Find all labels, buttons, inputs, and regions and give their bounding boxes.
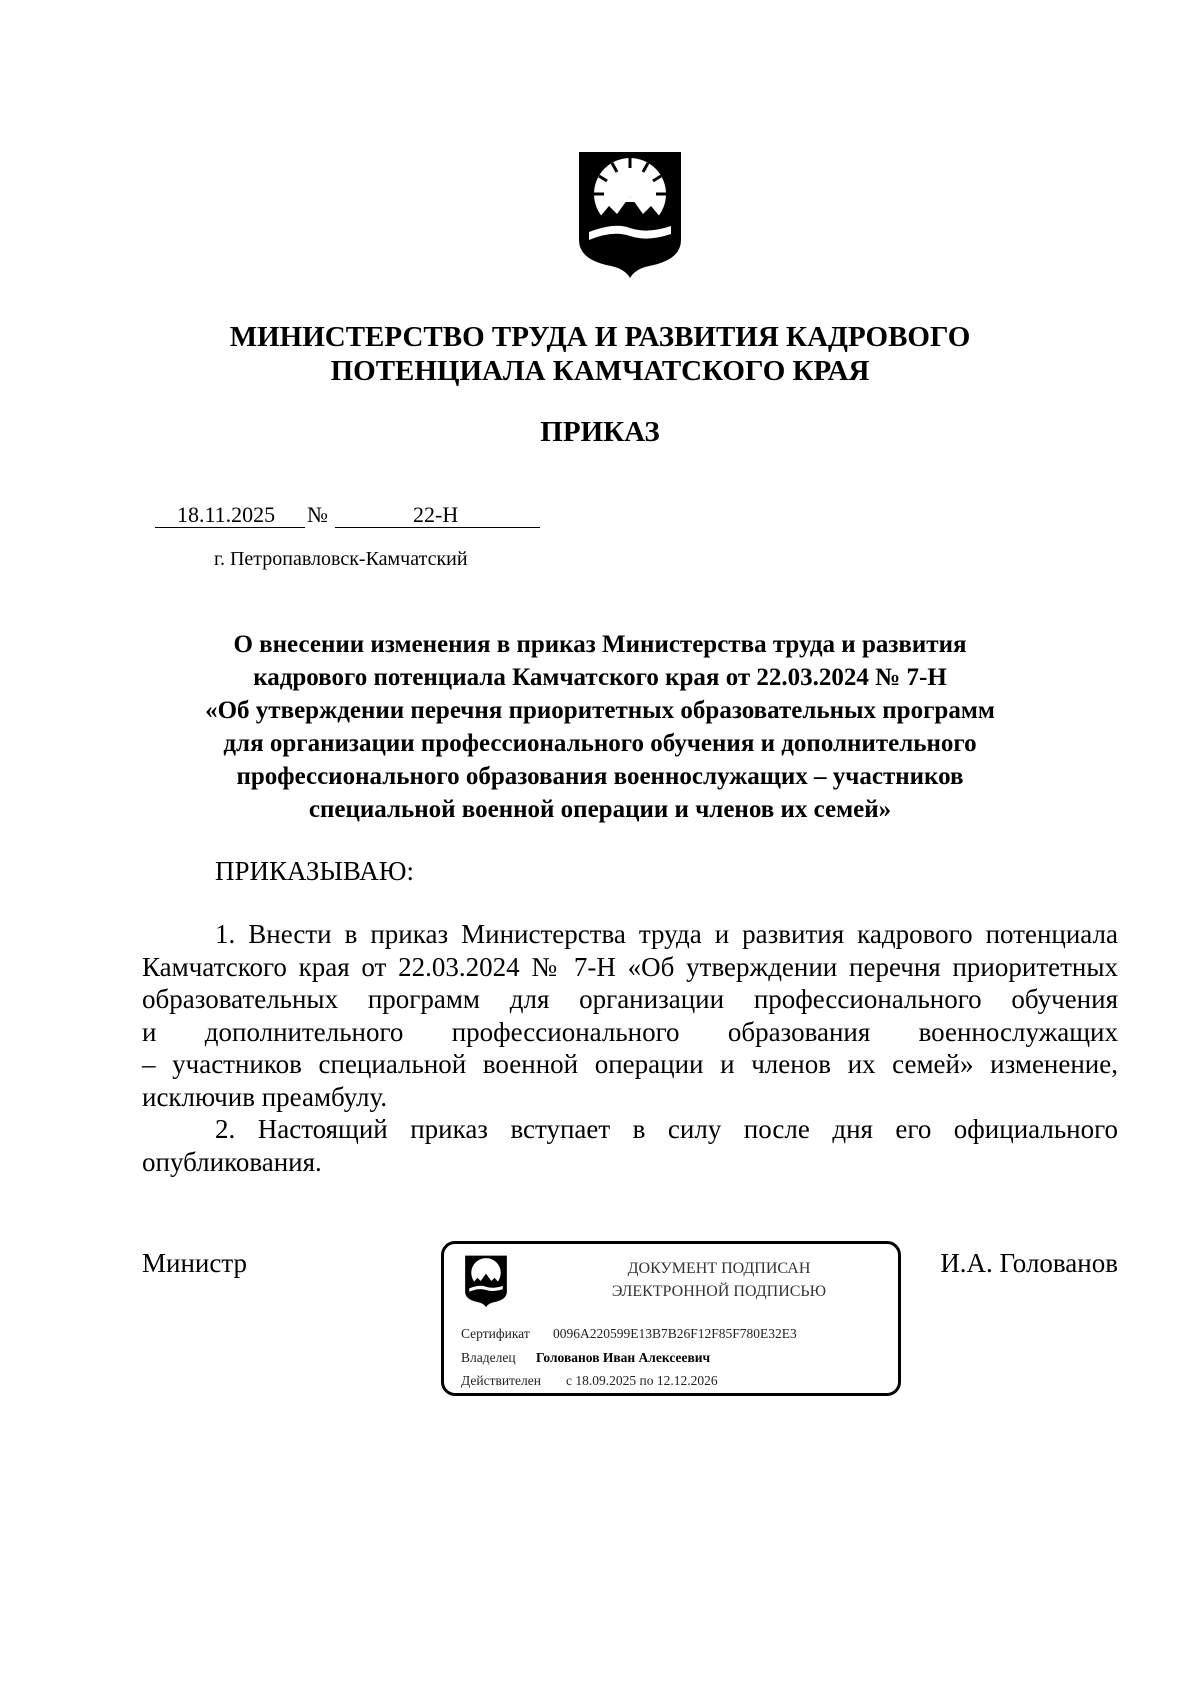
- stamp-title-line2: ЭЛЕКТРОННОЙ ПОДПИСЬЮ: [611, 1283, 827, 1300]
- number-sign: №: [307, 502, 328, 527]
- stamp-title: [554, 1257, 884, 1303]
- electronic-signature-stamp: [441, 1241, 901, 1396]
- stamp-valid-row: [461, 1373, 718, 1389]
- stamp-owner-row: [461, 1350, 711, 1366]
- coat-of-arms-icon: [575, 148, 685, 280]
- paragraph-line: исключив преамбулу.: [142, 1081, 388, 1112]
- paragraph-1: [142, 918, 1118, 1113]
- paragraph-line: Камчатского края от 22.03.2024 № 7-Н «Об утверждении перечня приоритетных: [142, 951, 1118, 982]
- signer-position: Министр: [142, 1248, 247, 1278]
- paragraph-line: и дополнительного профессионального образования военнослужащих: [142, 1016, 1118, 1047]
- city: г. Петропавловск-Камчатский: [214, 548, 468, 570]
- subject-line: профессионального образования военнослужащих – участников: [236, 763, 964, 790]
- subject-line: специальной военной операции и членов их семей»: [308, 796, 892, 823]
- document-subject: [130, 628, 1070, 826]
- subject-line: «Об утверждении перечня приоритетных образовательных программ: [205, 697, 995, 724]
- paragraph-2: [142, 1113, 1118, 1178]
- ministry-name-line1: МИНИСТЕРСТВО ТРУДА И РАЗВИТИЯ КАДРОВОГО: [229, 321, 971, 353]
- date-number-row: [155, 502, 595, 530]
- paragraph-line: опубликования.: [142, 1146, 322, 1177]
- order-word: ПРИКАЗЫВАЮ:: [215, 856, 414, 886]
- valid-label: Действителен: [461, 1373, 541, 1388]
- stamp-certificate-row: [461, 1326, 797, 1342]
- paragraph-line: 1. Внести в приказ Министерства труда и развития кадрового потенциала: [215, 919, 1118, 949]
- subject-line: О внесении изменения в приказ Министерства труда и развития: [233, 631, 967, 658]
- paragraph-line: – участников специальной военной операции и членов их семей» изменение,: [142, 1049, 1118, 1079]
- subject-line: кадрового потенциала Камчатского края от 22.03.2024 № 7-Н: [253, 664, 947, 691]
- paragraph-line: образовательных программ для организации профессионального обучения: [142, 984, 1118, 1014]
- subject-line: для организации профессионального обучения и дополнительного: [223, 730, 977, 757]
- coat-of-arms-icon: [462, 1254, 510, 1308]
- valid-value: с 18.09.2025 по 12.12.2026: [566, 1373, 718, 1388]
- certificate-value: 0096A220599E13B7B26F12F85F780E32E3: [553, 1326, 797, 1341]
- owner-value: Голованов Иван Алексеевич: [536, 1350, 711, 1365]
- stamp-title-line1: ДОКУМЕНТ ПОДПИСАН: [627, 1260, 811, 1277]
- owner-label: Владелец: [461, 1350, 516, 1365]
- paragraph-line: 2. Настоящий приказ вступает в силу после дня его официального: [215, 1114, 1118, 1144]
- signer-name: И.А. Голованов: [940, 1248, 1118, 1278]
- certificate-label: Сертификат: [461, 1326, 530, 1341]
- ministry-name-line2: ПОТЕНЦИАЛА КАМЧАТСКОГО КРАЯ: [330, 355, 870, 387]
- document-type: ПРИКАЗ: [540, 416, 660, 448]
- ministry-name: [0, 320, 1200, 388]
- document-date: 18.11.2025: [177, 502, 276, 527]
- document-number: 22-Н: [413, 502, 459, 527]
